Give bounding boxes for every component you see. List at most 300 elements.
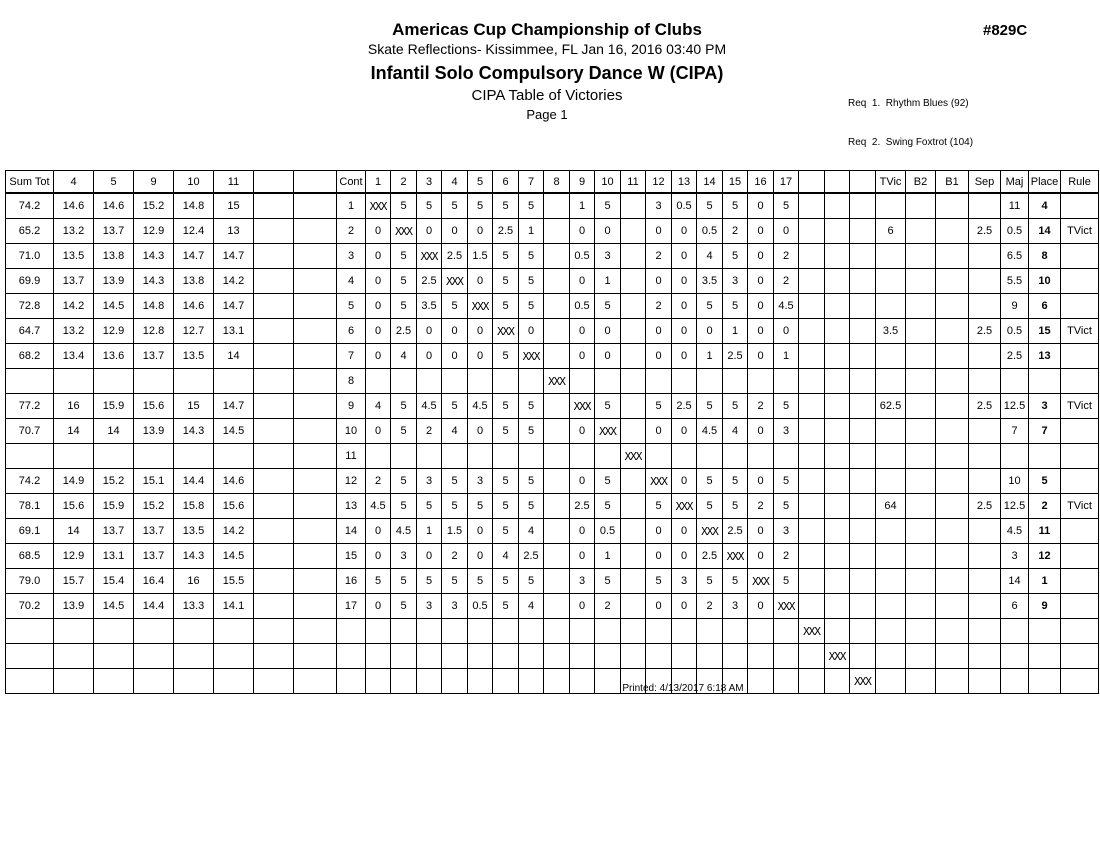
table-cell bbox=[544, 619, 570, 644]
table-cell bbox=[646, 444, 672, 469]
table-cell bbox=[825, 369, 850, 394]
table-cell: 3 bbox=[1001, 544, 1029, 569]
table-cell bbox=[391, 369, 417, 394]
table-cell bbox=[969, 519, 1001, 544]
table-cell: 10 bbox=[337, 419, 366, 444]
table-cell: 0 bbox=[672, 344, 697, 369]
table-cell bbox=[294, 669, 337, 694]
table-cell bbox=[936, 494, 969, 519]
table-cell: 70.2 bbox=[6, 594, 54, 619]
table-cell: 5 bbox=[519, 419, 544, 444]
table-cell bbox=[254, 444, 294, 469]
column-header: 3 bbox=[417, 171, 442, 194]
table-cell bbox=[969, 344, 1001, 369]
table-cell: 15.1 bbox=[134, 469, 174, 494]
table-cell bbox=[621, 644, 646, 669]
table-cell bbox=[366, 669, 391, 694]
table-cell: 2.5 bbox=[1001, 344, 1029, 369]
table-cell: 15.7 bbox=[54, 569, 94, 594]
table-cell: 0 bbox=[468, 544, 493, 569]
table-cell: 79.0 bbox=[6, 569, 54, 594]
table-cell: 15.9 bbox=[94, 394, 134, 419]
table-cell bbox=[936, 369, 969, 394]
table-row bbox=[6, 444, 1099, 469]
table-cell bbox=[1061, 669, 1099, 694]
table-cell: 0 bbox=[672, 319, 697, 344]
report-title: CIPA Table of Victories bbox=[471, 87, 623, 104]
table-cell: 1 bbox=[697, 344, 723, 369]
table-cell bbox=[468, 444, 493, 469]
table-cell: 5 bbox=[391, 193, 417, 219]
column-header bbox=[850, 171, 876, 194]
table-cell bbox=[621, 294, 646, 319]
cross-out-mark: XXX bbox=[468, 294, 493, 319]
table-cell bbox=[294, 444, 337, 469]
table-cell: 14.5 bbox=[94, 294, 134, 319]
table-cell: 0 bbox=[570, 319, 595, 344]
table-cell bbox=[366, 644, 391, 669]
table-cell: 5 bbox=[391, 569, 417, 594]
table-cell: 62.5 bbox=[876, 394, 906, 419]
table-cell: 4.5 bbox=[1001, 519, 1029, 544]
table-cell bbox=[54, 619, 94, 644]
table-cell bbox=[254, 519, 294, 544]
table-cell: 9 bbox=[1001, 294, 1029, 319]
table-cell bbox=[906, 394, 936, 419]
table-cell: 9 bbox=[337, 394, 366, 419]
table-cell bbox=[493, 644, 519, 669]
table-cell bbox=[1001, 619, 1029, 644]
table-cell bbox=[850, 444, 876, 469]
table-row bbox=[6, 469, 1099, 494]
table-cell bbox=[621, 594, 646, 619]
column-header: Cont bbox=[337, 171, 366, 194]
table-cell: 2 bbox=[595, 594, 621, 619]
table-cell bbox=[294, 269, 337, 294]
table-cell bbox=[906, 619, 936, 644]
table-cell bbox=[621, 369, 646, 394]
table-cell bbox=[1029, 619, 1061, 644]
table-cell: TVict bbox=[1061, 219, 1099, 244]
table-cell: 2.5 bbox=[969, 394, 1001, 419]
table-cell: 14 bbox=[94, 419, 134, 444]
cross-out-mark: XXX bbox=[417, 244, 442, 269]
table-cell: 1 bbox=[570, 193, 595, 219]
table-cell bbox=[646, 644, 672, 669]
table-cell bbox=[969, 369, 1001, 394]
table-cell: 14.6 bbox=[174, 294, 214, 319]
table-cell: 13 bbox=[1029, 344, 1061, 369]
table-cell: 5 bbox=[723, 294, 748, 319]
table-cell: 5 bbox=[442, 469, 468, 494]
table-cell: 0 bbox=[748, 244, 774, 269]
table-cell bbox=[1001, 669, 1029, 694]
column-header: TVic bbox=[876, 171, 906, 194]
table-cell: 0 bbox=[519, 319, 544, 344]
table-cell: 0 bbox=[646, 344, 672, 369]
table-cell bbox=[876, 294, 906, 319]
table-cell bbox=[850, 394, 876, 419]
table-cell bbox=[1001, 644, 1029, 669]
table-cell: 11 bbox=[1029, 519, 1061, 544]
table-cell: 5 bbox=[697, 294, 723, 319]
table-cell bbox=[294, 569, 337, 594]
table-cell: 4 bbox=[519, 519, 544, 544]
table-cell bbox=[254, 469, 294, 494]
table-cell bbox=[1061, 544, 1099, 569]
table-cell: 12 bbox=[1029, 544, 1061, 569]
table-cell: 0 bbox=[672, 519, 697, 544]
table-cell: 3 bbox=[672, 569, 697, 594]
table-cell: 5 bbox=[519, 569, 544, 594]
table-cell: 3 bbox=[723, 594, 748, 619]
table-cell: 13.9 bbox=[54, 594, 94, 619]
table-cell: 2.5 bbox=[723, 344, 748, 369]
table-cell: 13.9 bbox=[94, 269, 134, 294]
table-cell bbox=[294, 544, 337, 569]
table-cell: 2.5 bbox=[672, 394, 697, 419]
table-cell bbox=[174, 444, 214, 469]
table-cell bbox=[799, 244, 825, 269]
table-cell: 14.2 bbox=[214, 519, 254, 544]
table-cell bbox=[1061, 193, 1099, 219]
table-cell bbox=[214, 619, 254, 644]
table-cell bbox=[621, 619, 646, 644]
table-cell: 2.5 bbox=[723, 519, 748, 544]
column-header: 5 bbox=[468, 171, 493, 194]
table-cell: 2.5 bbox=[969, 319, 1001, 344]
table-cell: 5 bbox=[391, 469, 417, 494]
table-cell: 0 bbox=[748, 519, 774, 544]
table-cell bbox=[621, 319, 646, 344]
table-cell: 5 bbox=[519, 294, 544, 319]
table-cell: 13.5 bbox=[174, 519, 214, 544]
table-cell: 5 bbox=[646, 569, 672, 594]
table-cell bbox=[417, 369, 442, 394]
table-cell bbox=[936, 444, 969, 469]
table-row bbox=[6, 219, 1099, 244]
column-header bbox=[799, 171, 825, 194]
table-cell bbox=[774, 619, 799, 644]
table-cell: 0 bbox=[672, 244, 697, 269]
table-cell bbox=[936, 469, 969, 494]
table-cell bbox=[799, 294, 825, 319]
table-cell bbox=[906, 594, 936, 619]
table-cell: 13.2 bbox=[54, 219, 94, 244]
table-cell: 3 bbox=[468, 469, 493, 494]
table-cell: 0 bbox=[774, 319, 799, 344]
table-cell bbox=[1061, 644, 1099, 669]
cross-out-mark: XXX bbox=[519, 344, 544, 369]
table-cell bbox=[337, 619, 366, 644]
table-cell: 5 bbox=[595, 394, 621, 419]
table-cell bbox=[94, 644, 134, 669]
table-cell: 64 bbox=[876, 494, 906, 519]
table-cell bbox=[723, 644, 748, 669]
table-cell: 0 bbox=[748, 294, 774, 319]
table-cell: 5 bbox=[697, 569, 723, 594]
table-cell bbox=[876, 519, 906, 544]
table-cell: 0 bbox=[748, 469, 774, 494]
table-cell: 4.5 bbox=[468, 394, 493, 419]
table-cell: 5 bbox=[519, 244, 544, 269]
table-cell: 68.2 bbox=[6, 344, 54, 369]
table-cell bbox=[850, 294, 876, 319]
table-cell: 5 bbox=[646, 394, 672, 419]
table-cell: 0 bbox=[468, 319, 493, 344]
table-cell bbox=[544, 519, 570, 544]
table-cell: 5 bbox=[595, 569, 621, 594]
table-cell: 13.9 bbox=[134, 419, 174, 444]
cross-out-mark: XXX bbox=[697, 519, 723, 544]
table-cell: 5 bbox=[519, 494, 544, 519]
table-cell: 2 bbox=[748, 494, 774, 519]
table-cell bbox=[825, 494, 850, 519]
table-cell: 2 bbox=[697, 594, 723, 619]
table-cell bbox=[254, 294, 294, 319]
table-cell: 0 bbox=[672, 469, 697, 494]
table-cell: 0 bbox=[646, 269, 672, 294]
table-row bbox=[6, 269, 1099, 294]
table-cell: 0 bbox=[468, 419, 493, 444]
table-cell bbox=[876, 269, 906, 294]
table-cell: 1.5 bbox=[468, 244, 493, 269]
table-cell: 0 bbox=[570, 344, 595, 369]
table-cell: 3 bbox=[570, 569, 595, 594]
table-cell bbox=[544, 219, 570, 244]
table-cell: 3 bbox=[723, 269, 748, 294]
table-cell bbox=[936, 519, 969, 544]
table-cell bbox=[621, 544, 646, 569]
table-cell: 70.7 bbox=[6, 419, 54, 444]
table-cell bbox=[294, 219, 337, 244]
table-cell: 0 bbox=[570, 469, 595, 494]
table-cell bbox=[621, 469, 646, 494]
table-cell bbox=[646, 619, 672, 644]
table-cell: 71.0 bbox=[6, 244, 54, 269]
table-cell: 14.2 bbox=[54, 294, 94, 319]
table-cell: TVict bbox=[1061, 394, 1099, 419]
cross-out-mark: XXX bbox=[570, 394, 595, 419]
table-cell: 4.5 bbox=[697, 419, 723, 444]
table-cell: 2 bbox=[1029, 494, 1061, 519]
table-cell bbox=[442, 644, 468, 669]
table-cell bbox=[936, 193, 969, 219]
cross-out-mark: XXX bbox=[621, 444, 646, 469]
table-cell bbox=[876, 594, 906, 619]
table-cell: 2.5 bbox=[697, 544, 723, 569]
table-cell: 12.9 bbox=[134, 219, 174, 244]
table-row bbox=[6, 294, 1099, 319]
table-cell: 2 bbox=[646, 294, 672, 319]
table-cell bbox=[94, 444, 134, 469]
table-cell: 1 bbox=[774, 344, 799, 369]
table-cell bbox=[697, 619, 723, 644]
table-cell: 13.6 bbox=[94, 344, 134, 369]
table-cell: 0 bbox=[417, 219, 442, 244]
column-header bbox=[294, 171, 337, 194]
column-header: 6 bbox=[493, 171, 519, 194]
table-cell: 13 bbox=[337, 494, 366, 519]
column-header: 17 bbox=[774, 171, 799, 194]
cross-out-mark: XXX bbox=[544, 369, 570, 394]
table-cell: 5 bbox=[493, 469, 519, 494]
table-cell: 5 bbox=[493, 569, 519, 594]
table-cell bbox=[876, 569, 906, 594]
table-cell bbox=[748, 369, 774, 394]
table-cell bbox=[254, 544, 294, 569]
table-cell: 14.6 bbox=[94, 193, 134, 219]
table-cell bbox=[799, 193, 825, 219]
table-cell bbox=[570, 369, 595, 394]
table-cell bbox=[1029, 369, 1061, 394]
table-cell: 14.2 bbox=[214, 269, 254, 294]
column-header: 8 bbox=[544, 171, 570, 194]
column-header: 10 bbox=[595, 171, 621, 194]
table-cell bbox=[254, 594, 294, 619]
table-row bbox=[6, 394, 1099, 419]
table-cell bbox=[825, 394, 850, 419]
table-cell: 0 bbox=[748, 319, 774, 344]
table-cell bbox=[544, 319, 570, 344]
table-cell: 3 bbox=[774, 419, 799, 444]
table-cell: 5 bbox=[595, 469, 621, 494]
table-cell bbox=[906, 544, 936, 569]
table-cell bbox=[850, 419, 876, 444]
table-row bbox=[6, 594, 1099, 619]
table-cell bbox=[519, 369, 544, 394]
table-cell: 1 bbox=[1029, 569, 1061, 594]
table-cell bbox=[294, 244, 337, 269]
table-cell: 14.7 bbox=[214, 394, 254, 419]
table-cell bbox=[493, 444, 519, 469]
table-cell: 5 bbox=[723, 494, 748, 519]
table-cell bbox=[468, 644, 493, 669]
table-cell: 7 bbox=[1001, 419, 1029, 444]
cross-out-mark: XXX bbox=[442, 269, 468, 294]
table-cell: 0 bbox=[417, 344, 442, 369]
table-cell bbox=[672, 369, 697, 394]
table-cell: 5 bbox=[391, 294, 417, 319]
column-header: 15 bbox=[723, 171, 748, 194]
table-cell bbox=[442, 619, 468, 644]
table-cell bbox=[799, 544, 825, 569]
table-cell: 0 bbox=[672, 219, 697, 244]
table-row bbox=[6, 619, 1099, 644]
table-cell: 4.5 bbox=[366, 494, 391, 519]
table-cell bbox=[876, 419, 906, 444]
table-cell: 12.4 bbox=[174, 219, 214, 244]
table-cell bbox=[294, 394, 337, 419]
table-cell: 14.3 bbox=[134, 244, 174, 269]
table-cell bbox=[850, 619, 876, 644]
cross-out-mark: XXX bbox=[748, 569, 774, 594]
table-cell bbox=[799, 269, 825, 294]
table-cell bbox=[825, 419, 850, 444]
table-cell: 0 bbox=[417, 319, 442, 344]
table-cell: 8 bbox=[337, 369, 366, 394]
table-cell: 0 bbox=[748, 594, 774, 619]
requirement-line: Req 1. Rhythm Blues (92) bbox=[848, 98, 969, 109]
table-cell: 15.5 bbox=[214, 569, 254, 594]
table-cell bbox=[906, 193, 936, 219]
table-cell bbox=[1061, 269, 1099, 294]
table-cell: 0 bbox=[417, 544, 442, 569]
table-cell: 14.7 bbox=[214, 244, 254, 269]
table-cell: 4 bbox=[442, 419, 468, 444]
table-cell: 0 bbox=[672, 419, 697, 444]
table-cell bbox=[969, 193, 1001, 219]
table-cell bbox=[391, 644, 417, 669]
table-cell: 78.1 bbox=[6, 494, 54, 519]
table-cell bbox=[366, 369, 391, 394]
table-cell: 13.7 bbox=[134, 344, 174, 369]
table-cell: 4 bbox=[519, 594, 544, 619]
table-row bbox=[6, 519, 1099, 544]
table-cell bbox=[774, 644, 799, 669]
table-cell bbox=[621, 519, 646, 544]
table-cell: 5 bbox=[442, 394, 468, 419]
competition-title: Americas Cup Championship of Clubs bbox=[392, 20, 702, 39]
table-header-row bbox=[6, 171, 1099, 194]
table-cell bbox=[799, 369, 825, 394]
table-cell bbox=[825, 594, 850, 619]
table-cell bbox=[94, 619, 134, 644]
table-cell bbox=[6, 444, 54, 469]
table-cell bbox=[969, 669, 1001, 694]
table-cell: 5 bbox=[519, 193, 544, 219]
table-cell: 68.5 bbox=[6, 544, 54, 569]
table-cell bbox=[468, 369, 493, 394]
table-cell: 6 bbox=[1029, 294, 1061, 319]
table-cell bbox=[1061, 519, 1099, 544]
table-cell bbox=[850, 244, 876, 269]
table-cell bbox=[850, 344, 876, 369]
table-cell bbox=[391, 619, 417, 644]
table-cell: 16 bbox=[174, 569, 214, 594]
table-cell bbox=[672, 444, 697, 469]
table-cell bbox=[294, 519, 337, 544]
table-cell: 12.5 bbox=[1001, 494, 1029, 519]
table-cell: 14.7 bbox=[174, 244, 214, 269]
column-header: B1 bbox=[936, 171, 969, 194]
table-cell bbox=[1061, 419, 1099, 444]
table-cell bbox=[969, 244, 1001, 269]
cross-out-mark: XXX bbox=[493, 319, 519, 344]
column-header: 12 bbox=[646, 171, 672, 194]
table-cell bbox=[544, 244, 570, 269]
table-cell: 5 bbox=[723, 394, 748, 419]
table-cell: 14.3 bbox=[134, 269, 174, 294]
table-cell bbox=[544, 569, 570, 594]
column-header: 2 bbox=[391, 171, 417, 194]
venue-date-line: Skate Reflections- Kissimmee, FL Jan 16, 2016 03:40 PM bbox=[367, 41, 727, 57]
table-cell: 3 bbox=[417, 594, 442, 619]
table-cell: 14.6 bbox=[214, 469, 254, 494]
table-cell: 0 bbox=[672, 544, 697, 569]
table-cell bbox=[850, 644, 876, 669]
table-cell: 0.5 bbox=[1001, 319, 1029, 344]
table-row bbox=[6, 644, 1099, 669]
table-cell: 4 bbox=[1029, 193, 1061, 219]
table-cell: 3 bbox=[1029, 394, 1061, 419]
table-cell: 2.5 bbox=[417, 269, 442, 294]
table-row bbox=[6, 344, 1099, 369]
table-cell: 5 bbox=[774, 494, 799, 519]
table-cell: 2.5 bbox=[391, 319, 417, 344]
table-cell: 5 bbox=[366, 569, 391, 594]
table-cell: 2 bbox=[646, 244, 672, 269]
